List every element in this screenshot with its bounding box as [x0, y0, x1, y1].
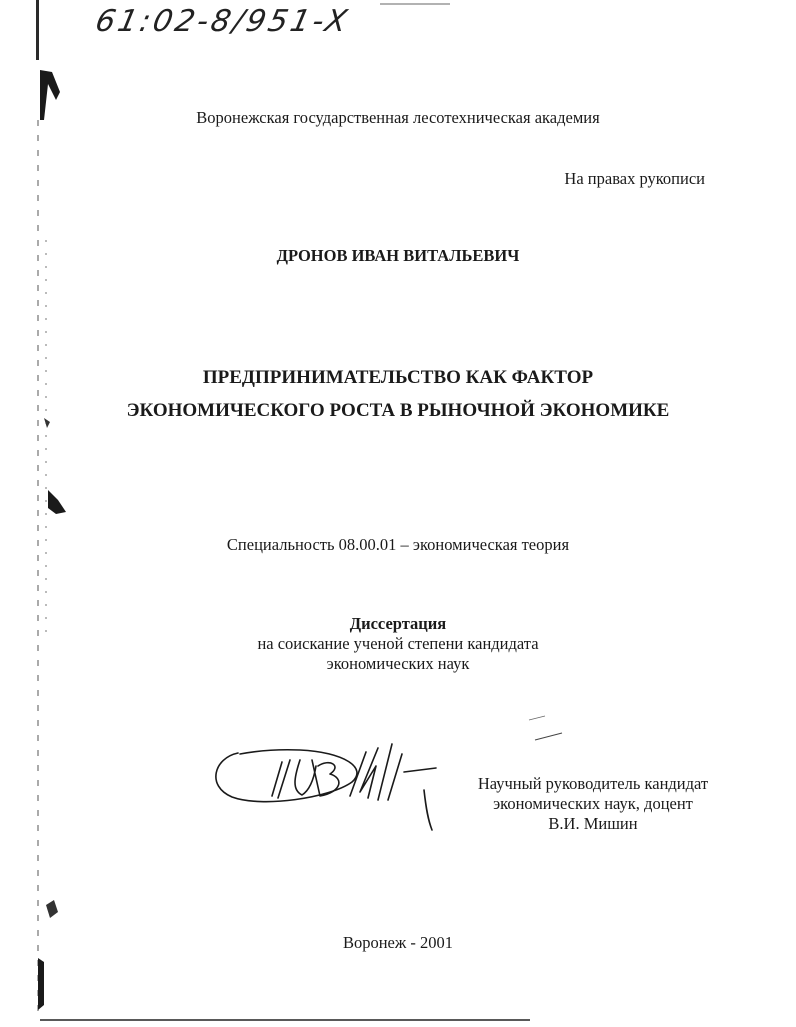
- rights-note: На правах рукописи: [564, 169, 705, 188]
- author-name: ДРОНОВ ИВАН ВИТАЛЬЕВИЧ: [276, 246, 520, 265]
- advisor-line-2: экономических наук, доцент: [493, 794, 693, 813]
- archive-code-handwritten: 61:02-8/951-X: [92, 4, 353, 39]
- advisor-name: В.И. Мишин: [548, 814, 638, 833]
- degree-line-2: экономических наук: [326, 654, 470, 673]
- title-line-1: ПРЕДПРИНИМАТЕЛЬСТВО КАК ФАКТОР: [202, 367, 594, 388]
- specialty: Специальность 08.00.01 – экономическая теория: [226, 535, 570, 554]
- degree-line-1: на соискание ученой степени кандидата: [257, 634, 539, 653]
- title-line-2: ЭКОНОМИЧЕСКОГО РОСТА В РЫНОЧНОЙ ЭКОНОМИКЕ: [126, 400, 670, 421]
- advisor-line-1: Научный руководитель кандидат: [477, 774, 709, 793]
- document-type: Диссертация: [349, 614, 447, 633]
- institution-name: Воронежская государственная лесотехническая академия: [196, 108, 600, 127]
- city-year: Воронеж - 2001: [342, 933, 454, 952]
